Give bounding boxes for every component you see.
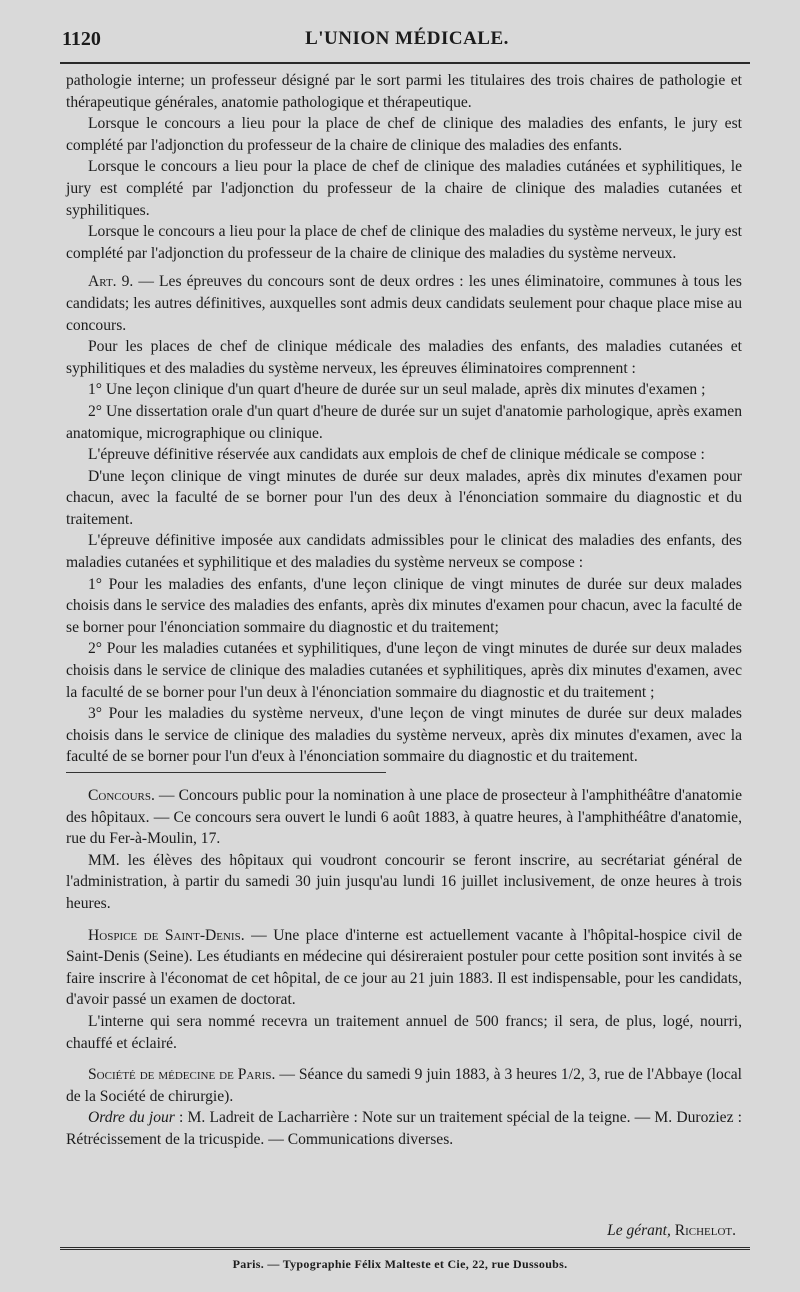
footer-rule (60, 1247, 750, 1253)
printer-imprint: Paris. — Typographie Félix Malteste et Cie, 22, rue Dussoubs. (232, 1257, 568, 1271)
paragraph: pathologie interne; un professeur désigné par le sort parmi les titulaires des trois chaires de pathologie et thérapeutique générales, anatomie pathologique et thérapeutique. (66, 72, 742, 111)
paragraph: 1° Pour les maladies des enfants, d'une leçon clinique de vingt minutes de durée sur deux malades choisis dans le service des maladies des enfants, après dix minutes d'examen pour chacun, avec la faculté de se borner pour l'énonciation sommaire du diagnostic et du traitement; (66, 575, 742, 636)
societe-label: Société de médecine de Paris. (88, 1066, 276, 1084)
section-separator (66, 772, 386, 773)
concours-announcement (66, 785, 742, 850)
paragraph: Pour les places de chef de clinique médicale des maladies des enfants, des maladies cutanées et syphilitiques et des maladies du système nerveux, les épreuves éliminatoires comprennent : (66, 338, 742, 377)
paragraph: L'épreuve définitive réservée aux candidats aux emplois de chef de clinique médicale se compose : (88, 446, 705, 464)
signature (607, 1222, 736, 1240)
hospice-text: — Une place d'interne est actuellement vacante à l'hôpital-hospice civil de Saint-Denis (Seine). Les étudiants en médecine qui désireraient postuler pour cette position sont invités à se faire inscrire à l'économat de cet hôpital, de ce jour au 21 juin 1883. Il est indispensable, pour les candidats, d'avoir passé un examen de doctorat. (66, 926, 743, 1009)
paragraph: Lorsque le concours a lieu pour la place de chef de clinique des maladies des enfants, le jury est complété par l'adjonction du professeur de la chaire de clinique des maladies des enfants. (66, 115, 742, 154)
running-title: L'UNION MÉDICALE. (305, 28, 509, 49)
paragraph: MM. les élèves des hôpitaux qui voudront concourir se feront inscrire, au secrétariat général de l'administration, à partir du samedi 30 juin jusqu'au lundi 16 juillet inclusivement, de onze heures à trois heures. (66, 851, 742, 912)
article-9-label: Art. 9. (88, 273, 134, 291)
page-header (62, 28, 752, 58)
societe-text: — Séance du samedi 9 juin 1883, à 3 heures 1/2, 3, rue de l'Abbaye (local de la Société de chirurgie). (66, 1066, 742, 1105)
ordre-du-jour (66, 1107, 742, 1150)
paragraph: L'interne qui sera nommé recevra un traitement annuel de 500 francs; il sera, de plus, logé, nourri, chauffé et éclairé. (66, 1012, 742, 1052)
paragraph: L'épreuve définitive imposée aux candidats admissibles pour le clinicat des maladies des enfants, des maladies cutanées et syphilitique et des maladies du système nerveux se compose : (66, 532, 742, 572)
concours-label: Concours. (88, 787, 155, 804)
gerant-name: Richelot. (674, 1222, 736, 1239)
page-number: 1120 (62, 28, 101, 50)
hospice-announcement (66, 925, 742, 1011)
ordre-label: Ordre du jour (88, 1109, 175, 1127)
body-text (66, 70, 742, 1151)
concours-text: — Concours public pour la nomination à une place de prosecteur à l'amphithéâtre d'anatomie des hôpitaux. — Ce concours sera ouvert le lundi 6 août 1883, à quatre heures, à l'amphithéâtre d'anatomie, rue du Fer-à-Moulin, 17. (66, 787, 742, 848)
paragraph: 1° Une leçon clinique d'un quart d'heure de durée sur un seul malade, après dix minutes d'examen ; (88, 381, 706, 399)
header-rule (60, 62, 750, 64)
paragraph: Lorsque le concours a lieu pour la place de chef de clinique des maladies cutánées et syphilitiques, le jury est complété par l'adjonction du professeur de la chaire de clinique des maladies cutanées et syphilitiques. (66, 158, 742, 219)
paragraph: D'une leçon clinique de vingt minutes de durée sur deux malades, après dix minutes d'examen pour chacun, avec la faculté de se borner pour l'un des deux à l'énonciation sommaire du diagnostic et du traitement. (66, 467, 742, 528)
societe-announcement (66, 1064, 742, 1107)
paragraph: 2° Pour les maladies cutanées et syphilitiques, d'une leçon de vingt minutes de durée sur deux malades choisis dans le service de clinique des maladies cutanées et syphilitiques, après dix minutes d'examen, avec la faculté de se borner pour l'un deux à l'énonciation sommaire du diagnostic et du traitement ; (66, 640, 742, 701)
article-9-paragraph (66, 271, 742, 336)
article-9-text: — Les épreuves du concours sont de deux ordres : les unes éliminatoire, communes à tous les candidats; les autres définitives, auxquelles sont admis deux candidats seulement pour chaque place mise au concours. (66, 273, 742, 334)
gerant-label: Le gérant, (607, 1222, 671, 1239)
paragraph: 2° Une dissertation orale d'un quart d'heure de durée sur un sujet d'anatomie parhologique, après examen anatomique, micrographique ou clinique. (66, 402, 742, 442)
paragraph: 3° Pour les maladies du système nerveux, d'une leçon de vingt minutes de durée sur deux malades choisis dans le service de clinique des maladies du système nerveux, après dix minutes d'examen, avec la faculté de se borner pour l'un d'eux à l'énonciation sommaire du diagnostic et du traitement. (66, 705, 742, 766)
hospice-label: Hospice de Saint-Denis. (88, 926, 245, 944)
paragraph: Lorsque le concours a lieu pour la place de chef de clinique des maladies du système nerveux, le jury est complété par l'adjonction du professeur de la chaire de clinique des maladies du système nerveux. (66, 223, 742, 262)
ordre-text: : M. Ladreit de Lacharrière : Note sur un traitement spécial de la teigne. — M. Duroziez : Rétrécissement de la tricuspide. — Communications diverses. (66, 1109, 742, 1148)
